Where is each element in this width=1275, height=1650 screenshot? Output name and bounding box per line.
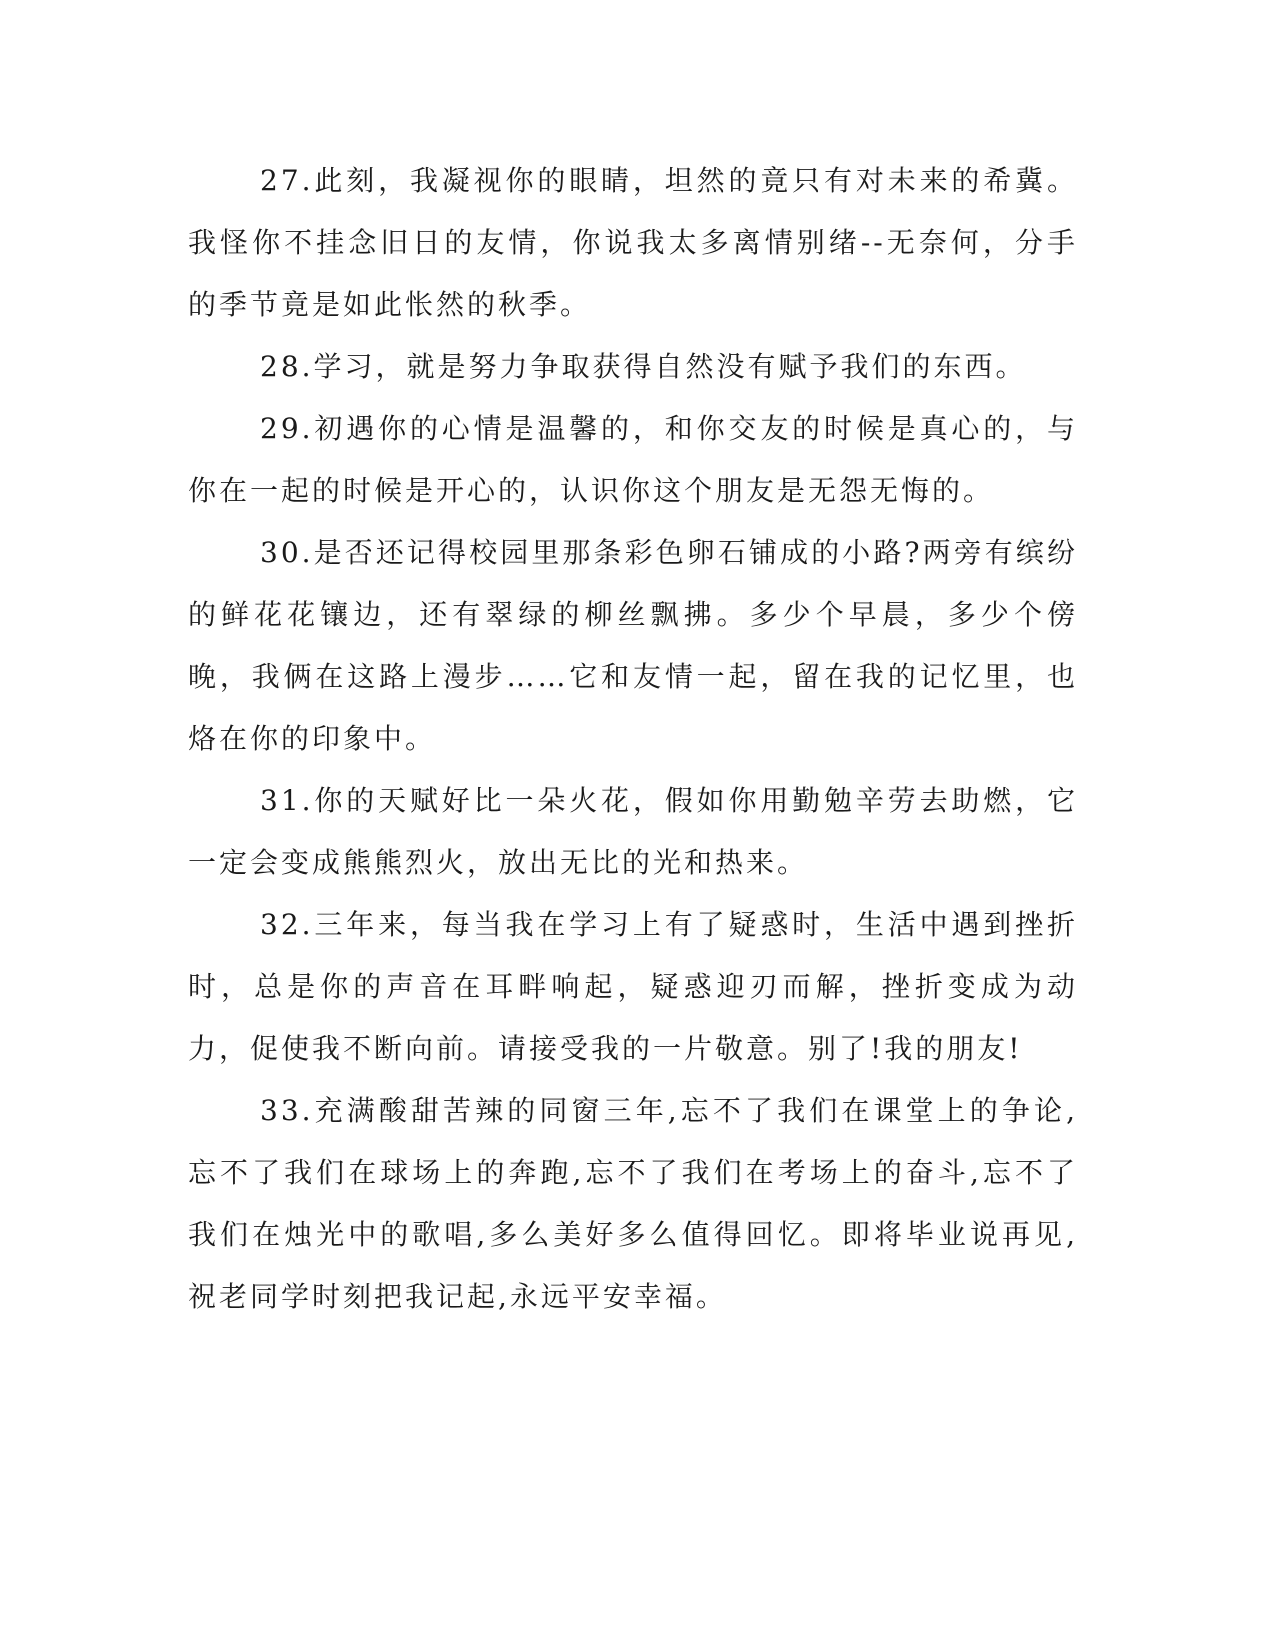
paragraph-27: 27.此刻，我凝视你的眼睛，坦然的竟只有对未来的希冀。我怪你不挂念旧日的友情，你说我太多离情别绪--无奈何，分手的季节竟是如此怅然的秋季。 xyxy=(188,164,1078,321)
document-body xyxy=(188,150,1078,1328)
paragraph-29: 29.初遇你的心情是温馨的，和你交友的时候是真心的，与你在一起的时候是开心的，认识你这个朋友是无怨无悔的。 xyxy=(188,412,1078,507)
paragraph-33: 33.充满酸甜苦辣的同窗三年,忘不了我们在课堂上的争论,忘不了我们在球场上的奔跑,忘不了我们在考场上的奋斗,忘不了我们在烛光中的歌唱,多么美好多么值得回忆。即将毕业说再见,祝老同学时刻把我记起,永远平安幸福。 xyxy=(188,1094,1078,1313)
paragraph-31: 31.你的天赋好比一朵火花，假如你用勤勉辛劳去助燃，它一定会变成熊熊烈火，放出无比的光和热来。 xyxy=(188,784,1078,879)
paragraph-32: 32.三年来，每当我在学习上有了疑惑时，生活中遇到挫折时，总是你的声音在耳畔响起，疑惑迎刃而解，挫折变成为动力，促使我不断向前。请接受我的一片敬意。别了!我的朋友! xyxy=(188,908,1078,1065)
paragraph-30: 30.是否还记得校园里那条彩色卵石铺成的小路?两旁有缤纷的鲜花花镶边，还有翠绿的柳丝飘拂。多少个早晨，多少个傍晚，我俩在这路上漫步……它和友情一起，留在我的记忆里，也烙在你的印象中。 xyxy=(188,536,1078,755)
paragraph-28: 28.学习，就是努力争取获得自然没有赋予我们的东西。 xyxy=(260,350,1027,383)
